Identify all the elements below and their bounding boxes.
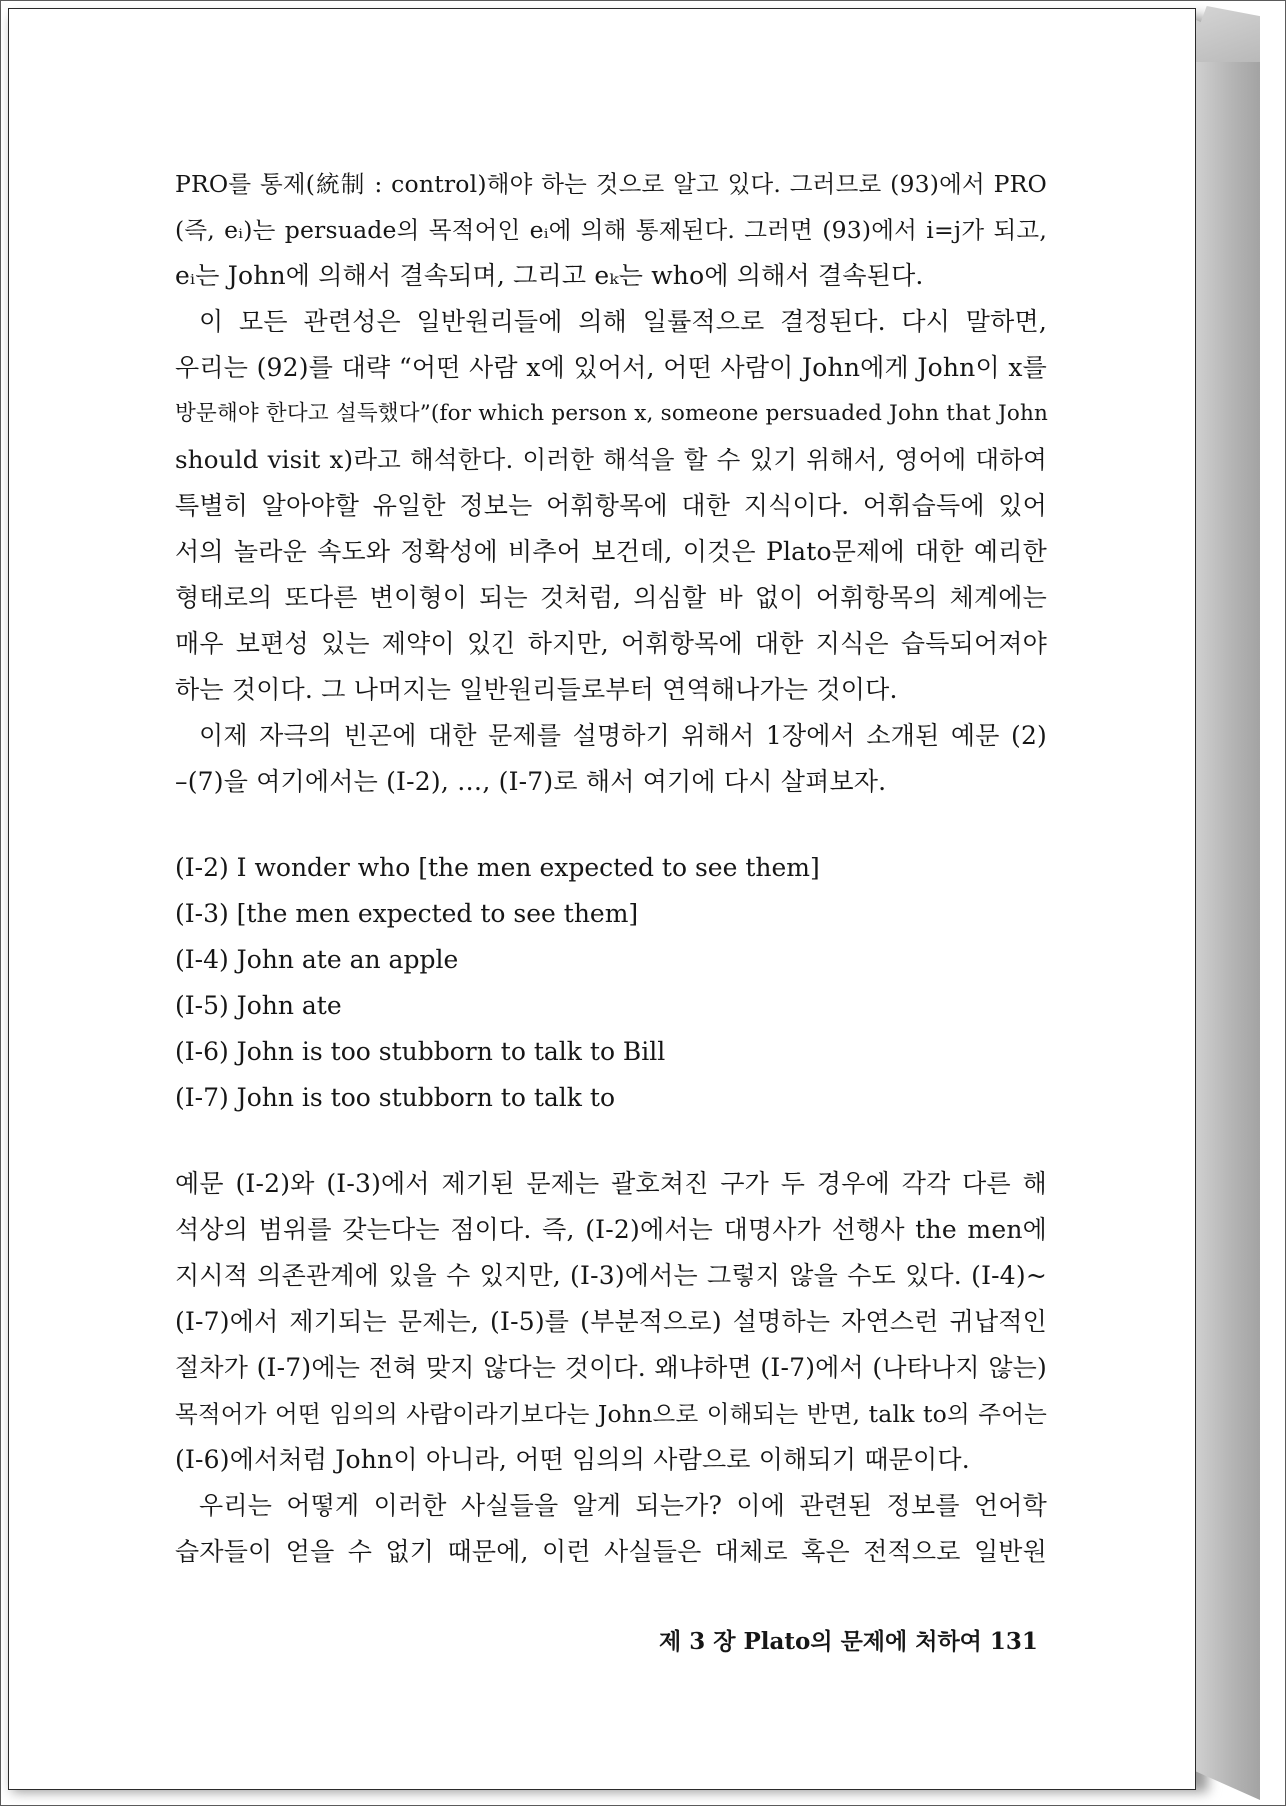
paragraph-3 (175, 713, 1047, 805)
text-line: 습자들이 얻을 수 없기 때문에, 이런 사실들은 대체로 혹은 전적으로 일반원 (175, 1537, 1047, 1566)
running-footer: 제 3 장 Plato의 문제에 처하여 131 (659, 1628, 1038, 1655)
book-page (8, 8, 1196, 1790)
page-body (175, 161, 1047, 1575)
text-line: 특별히 알아야할 유일한 정보는 어휘항목에 대한 지식이다. 어휘습득에 있어 (175, 491, 1047, 520)
text-line: 절차가 (I-7)에는 전혀 맞지 않다는 것이다. 왜냐하면 (I-7)에서 (나타나지 않는) (175, 1353, 1047, 1382)
paragraph-2 (175, 299, 1047, 713)
paragraph-4 (175, 1161, 1047, 1483)
text-line: 서의 놀라운 속도와 정확성에 비추어 보건데, 이것은 Plato문제에 대한 예리한 (175, 537, 1047, 566)
example-list (175, 845, 1047, 1121)
text-line: 이 모든 관련성은 일반원리들에 의해 일률적으로 결정된다. 다시 말하면, (199, 307, 1047, 336)
text-line: (I-6)에서처럼 John이 아니라, 어떤 임의의 사람으로 이해되기 때문이다. (175, 1445, 970, 1474)
paragraph-5 (175, 1483, 1047, 1575)
text-line: 형태로의 또다른 변이형이 되는 것처럼, 의심할 바 없이 어휘항목의 체계에는 (175, 583, 1047, 612)
text-line: –(7)을 여기에서는 (I-2), …, (I-7)로 해서 여기에 다시 살펴보자. (175, 767, 887, 796)
text-line: 이제 자극의 빈곤에 대한 문제를 설명하기 위해서 1장에서 소개된 예문 (2) (199, 721, 1047, 750)
text-line: (즉, eᵢ)는 persuade의 목적어인 eᵢ에 의해 통제된다. 그러면 (93)에서 i=j가 되고, (175, 216, 1047, 244)
text-line: 지시적 의존관계에 있을 수 있지만, (I-3)에서는 그렇지 않을 수도 있다. (I-4)~ (175, 1261, 1047, 1290)
text-line: 예문 (I-2)와 (I-3)에서 제기된 문제는 괄호쳐진 구가 두 경우에 각각 다른 해 (175, 1169, 1048, 1198)
example-item: (I-4) John ate an apple (175, 945, 459, 974)
paragraph-1 (175, 161, 1047, 299)
text-line: 우리는 어떻게 이러한 사실들을 알게 되는가? 이에 관련된 정보를 언어학 (199, 1491, 1047, 1520)
text-line: 석상의 범위를 갖는다는 점이다. 즉, (I-2)에서는 대명사가 선행사 the men에 (175, 1215, 1047, 1244)
example-item: (I-5) John ate (175, 991, 342, 1020)
text-line: PRO를 통제(統制 : control)해야 하는 것으로 알고 있다. 그러므로 (93)에서 PRO (175, 170, 1047, 198)
text-line: 매우 보편성 있는 제약이 있긴 하지만, 어휘항목에 대한 지식은 습득되어져야 (175, 629, 1047, 658)
text-line: should visit x)라고 해석한다. 이러한 해석을 할 수 있기 위해서, 영어에 대하여 (175, 445, 1047, 474)
example-item: (I-7) John is too stubborn to talk to (175, 1083, 615, 1112)
text-line: 하는 것이다. 그 나머지는 일반원리들로부터 연역해나가는 것이다. (175, 675, 898, 704)
text-line: 방문해야 한다고 설득했다”(for which person x, someone persuaded John that John (175, 401, 1049, 426)
text-line: eᵢ는 John에 의해서 결속되며, 그리고 eₖ는 who에 의해서 결속된다. (175, 261, 924, 290)
page-stack-edge (1196, 20, 1260, 1800)
text-line: (I-7)에서 제기되는 문제는, (I-5)를 (부분적으로) 설명하는 자연스런 귀납적인 (175, 1307, 1047, 1336)
example-item: (I-3) [the men expected to see them] (175, 899, 639, 928)
text-line: 우리는 (92)를 대략 “어떤 사람 x에 있어서, 어떤 사람이 John에게 John이 x를 (175, 353, 1047, 382)
example-item: (I-2) I wonder who [the men expected to see them] (175, 853, 820, 882)
text-line: 목적어가 어떤 임의의 사람이라기보다는 John으로 이해되는 반면, talk to의 주어는 (175, 1400, 1047, 1428)
example-item: (I-6) John is too stubborn to talk to Bill (175, 1037, 666, 1066)
